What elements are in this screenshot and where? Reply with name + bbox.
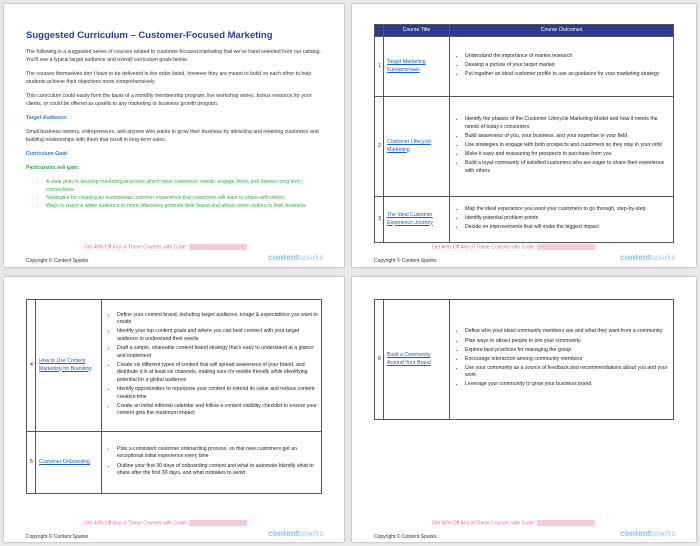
outcome-item: • Encourage interaction among community members: [465, 356, 670, 364]
outcome-item: • Define who your ideal community members are and what they want from a community: [465, 328, 670, 336]
course-outcomes: [450, 37, 674, 97]
outcome-item: • Build awareness of you, your business, and your expertise in your field: [465, 133, 670, 141]
logo-text: content: [268, 528, 299, 538]
course-outcomes: [450, 197, 674, 243]
course-number: 4: [27, 300, 36, 432]
course-table: [26, 299, 322, 494]
intro-paragraph: The courses themselves don’t have to be delivered in the order listed, however they are meant to build on each other to help students achieve their objectives more comprehensively.: [26, 71, 312, 85]
course-number: 6: [375, 300, 384, 420]
logo-text: sparks: [298, 252, 324, 262]
logo-text: content: [620, 252, 651, 262]
page-4: [352, 277, 696, 542]
course-title-link[interactable]: How to Use Content Marketing for Branding: [36, 300, 102, 432]
promo-line: [84, 244, 247, 250]
copyright: Copyright © Content Sparks: [26, 534, 89, 540]
course-title-link[interactable]: Target Marketing Fundamentals: [384, 37, 450, 97]
outcome-item: • Draft a simple, shareable content brand strategy that’s easy to understand at a glance and implement: [117, 345, 318, 360]
intro-paragraph: The following is a suggested series of courses related to customer-focused marketing that we’ve hand selected from our catalog. You’ll see a typical target audience and overall curriculum goals below.: [26, 49, 321, 63]
promo-line: [432, 520, 595, 526]
outcome-item: • Create an initial editorial calendar and follow a content visibility checklist to ensure your content gets the maximum impact: [117, 403, 318, 418]
outcome-item: • Leverage your community to grow your business brand: [465, 381, 670, 389]
course-outcomes: [450, 97, 674, 197]
outcome-item: • Define your content brand, including target audience, image & expectations you want to create: [117, 312, 318, 327]
outcome-item: • Map the ideal experience you want your customers to go through, step-by-step: [465, 206, 670, 214]
copyright: Copyright © Content Sparks: [374, 534, 437, 540]
logo: [268, 528, 324, 538]
table-row: [27, 300, 322, 432]
goal-list: [26, 178, 328, 210]
logo-text: sparks: [650, 528, 676, 538]
logo-text: sparks: [650, 252, 676, 262]
course-outcomes: [102, 432, 322, 494]
page-2: [352, 4, 696, 267]
logo: [620, 528, 676, 538]
outcome-item: • Make it easy and reassuring for prospects to purchase from you: [465, 151, 670, 159]
page-3: [4, 277, 344, 542]
redacted-code: [189, 244, 247, 250]
goal-heading: Curriculum Goal:: [26, 151, 69, 157]
redacted-code: [537, 520, 595, 526]
copyright: Copyright © Content Sparks: [374, 258, 437, 264]
outcome-item: • Plan ways to attract people to join your community: [465, 338, 670, 346]
table-header-row: [375, 25, 674, 37]
outcome-item: • Identify your top content goals and where you can best connect with your target audience to understand their needs: [117, 328, 318, 343]
outcome-item: • Understand the importance of market research: [465, 53, 670, 61]
table-row: [27, 432, 322, 494]
outcome-item: • Identify opportunities to repurpose your content to extend its value and reduce content creation time: [117, 386, 318, 401]
course-number: 5: [27, 432, 36, 494]
goal-item: • A clear plan to develop marketing practices which meet customers’ needs, engage them, and deepen long term connections: [46, 178, 328, 194]
table-header-cell: Course Outcomes: [450, 25, 674, 37]
course-number: 1: [375, 37, 384, 97]
goal-item: • Ways to reach a wider audience to more effectively promote their brand and attract more visitors to their business: [46, 202, 328, 210]
course-title-link[interactable]: The Ideal Customer Experience Journey: [384, 197, 450, 243]
outcome-item: • Use strategies to engage with both prospects and customers so they stay in your orbit: [465, 142, 670, 150]
promo-line: [84, 520, 247, 526]
table-row: [375, 197, 674, 243]
course-table: [374, 299, 674, 420]
course-number: 3: [375, 197, 384, 243]
course-table: [374, 24, 674, 243]
table-row: [375, 37, 674, 97]
intro-paragraph: This curriculum could easily form the basis of a monthly membership program, live workshop series, bonus resource for your clients, or could be offered as upsells to any marketing or business growth program.: [26, 93, 312, 107]
page-title: Suggested Curriculum – Customer-Focused Marketing: [26, 30, 273, 41]
promo-text: Get 40% Off Any of These Courses with Code:: [84, 520, 187, 527]
audience-text: Small business owners, entrepreneurs, and anyone who wants to grow their business by attracting and retaining customers and building relationships with them that result in long-term sales.: [26, 129, 319, 143]
table-row: [375, 97, 674, 197]
redacted-code: [537, 244, 595, 250]
outcome-item: • Plan a consistent customer onboarding process, so that new customers get an exceptional initial experience every time: [117, 446, 318, 461]
course-title-link[interactable]: Customer Lifecycle Marketing: [384, 97, 450, 197]
table-row: [375, 300, 674, 420]
table-header-cell: [375, 25, 384, 37]
logo: [620, 252, 676, 262]
audience-heading: Target Audience:: [26, 115, 68, 121]
copyright: Copyright © Content Sparks: [26, 258, 89, 264]
redacted-code: [189, 520, 247, 526]
outcome-item: • Identify potential problem points: [465, 215, 670, 223]
outcome-item: • Create six different types of content that will spread awareness of your brand, and distribute it in at least six channels, making sure it’s mobile friendly while identifying potential for a global audience: [117, 362, 318, 385]
outcome-item: • Decide on improvements that will make the biggest impact: [465, 224, 670, 232]
outcome-item: • Develop a picture of your target market: [465, 62, 670, 70]
goal-lead: Participants will gain:: [26, 165, 80, 171]
outcome-item: • Outline your first 30 days of onboarding content and what to automate Identify what to share after the first 30 days, and what mistakes to avoid: [117, 463, 318, 478]
table-header-cell: Course Title: [384, 25, 450, 37]
course-number: 2: [375, 97, 384, 197]
page-1: [4, 4, 344, 267]
intro-section: [26, 48, 328, 210]
goal-item: • Strategies for creating an exceptional customer experience that customers will want to share with others: [46, 194, 328, 202]
promo-line: [432, 244, 595, 250]
course-title-link[interactable]: Customer Onboarding: [36, 432, 102, 494]
course-outcomes: [450, 300, 674, 420]
promo-text: Get 40% Off Any of These Courses with Code:: [432, 244, 535, 251]
outcome-item: • Use your community as a source of feedback and recommendations about you and your work: [465, 365, 670, 380]
logo-text: content: [268, 252, 299, 262]
outcome-item: • Build a loyal community of satisfied customers who are eager to share their experience with others: [465, 160, 670, 175]
logo-text: sparks: [298, 528, 324, 538]
outcome-item: • Explore best practices for managing the group: [465, 347, 670, 355]
outcome-item: • Put together an ideal customer profile to use as guidance for your marketing strategy: [465, 71, 670, 79]
outcome-item: • Identify the phases of the Customer Lifecycle Marketing Model and how it meets the needs of today’s consumers: [465, 116, 670, 131]
logo-text: content: [620, 528, 651, 538]
logo: [268, 252, 324, 262]
course-outcomes: [102, 300, 322, 432]
course-title-link[interactable]: Build a Community Around Your Brand: [384, 300, 450, 420]
promo-text: Get 40% Off Any of These Courses with Code:: [84, 244, 187, 251]
promo-text: Get 40% Off Any of These Courses with Code:: [432, 520, 535, 527]
